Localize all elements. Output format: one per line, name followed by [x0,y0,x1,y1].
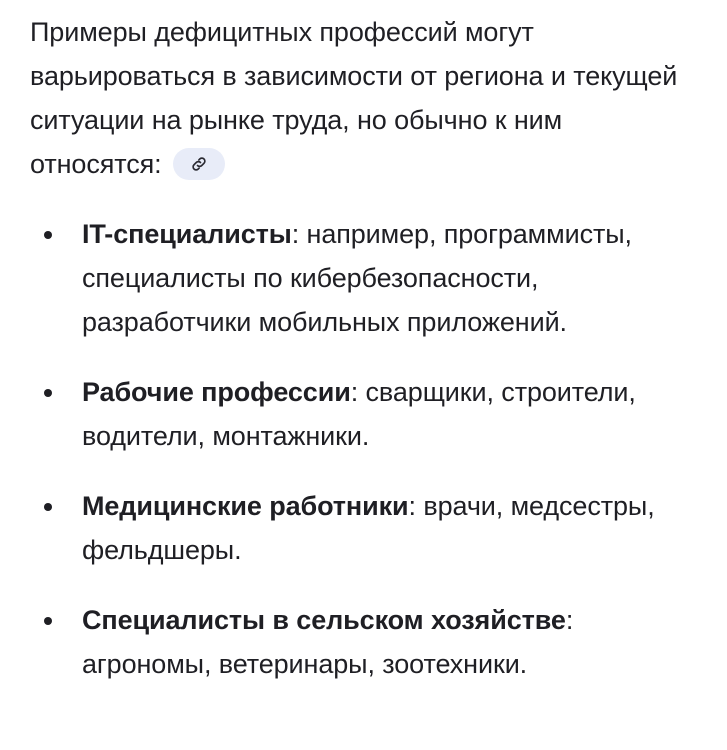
bullet-icon [44,389,52,397]
list-item-desc: : врачи, медсестры, фельдшеры. [82,491,655,565]
list-item-term: Специалисты в сельском хозяйстве [82,605,566,635]
list-item-term: IT-специалисты [82,219,292,249]
list-item [30,484,697,572]
intro-paragraph [30,10,697,186]
intro-text: Примеры дефицитных профессий могут варьироваться в зависимости от региона и текущей ситуации на рынке труда, но обычно к ним относятся: [30,17,678,179]
list-item-desc: : например, программисты, специалисты по кибербезопасности, разработчики мобильных приложений. [82,219,632,337]
list-item-term: Медицинские работники [82,491,409,521]
bullet-icon [44,503,52,511]
list-item-term: Рабочие профессии [82,377,351,407]
list-item [30,598,697,686]
list-item-desc: : сварщики, строители, водители, монтажники. [82,377,636,451]
list-item-desc: : агрономы, ветеринары, зоотехники. [82,605,574,679]
bullet-icon [44,231,52,239]
source-link-button[interactable] [173,148,225,180]
link-icon [190,155,208,173]
professions-list [30,212,697,686]
list-item [30,370,697,458]
bullet-icon [44,617,52,625]
list-item [30,212,697,344]
